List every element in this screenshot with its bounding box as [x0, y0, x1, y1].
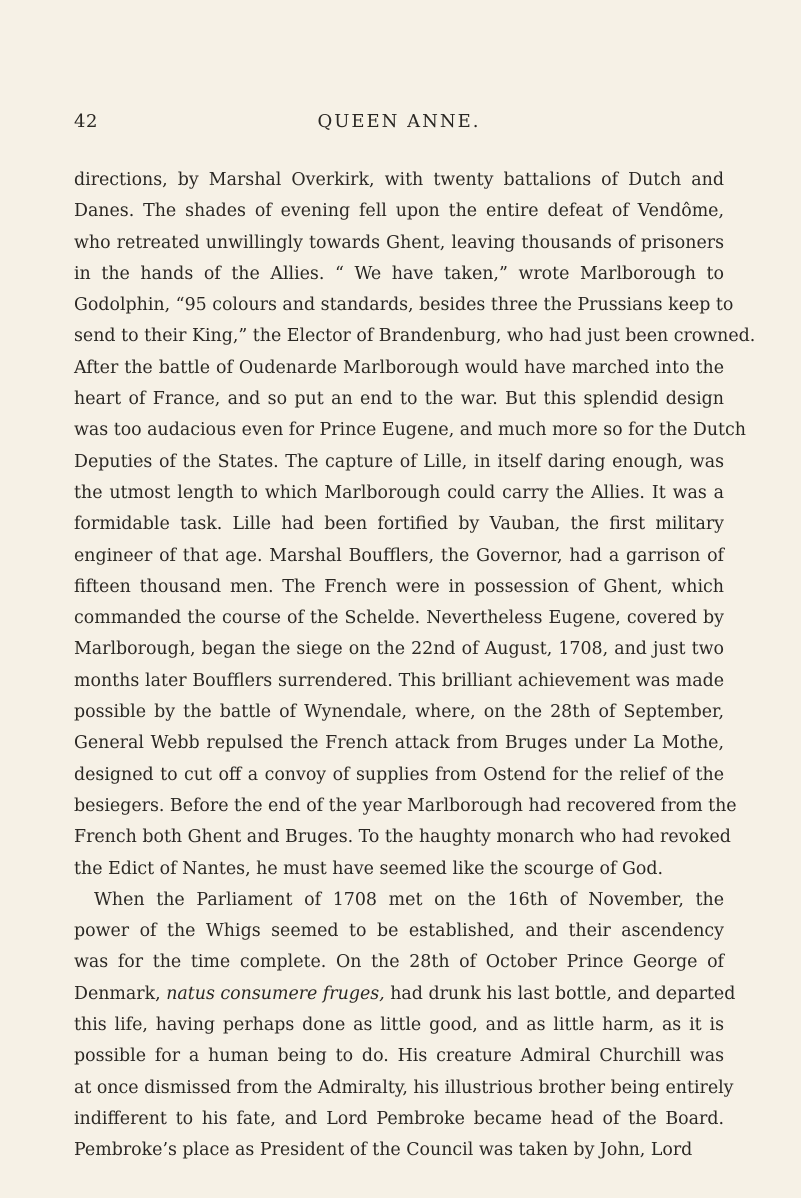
line-text-before: Denmark, [74, 983, 167, 1004]
text-line: was too audacious even for Prince Eugene, and much more so for the Dutch [74, 420, 746, 441]
text-line: indifferent to his fate, and Lord Pembroke became head of the Board. [74, 1108, 724, 1129]
text-line: besiegers. Before the end of the year Marlborough had recovered from the [74, 795, 737, 816]
body-text [74, 165, 756, 1167]
running-title: QUEEN ANNE. [317, 111, 481, 132]
text-line: heart of France, and so put an end to the war. But this splendid design [74, 389, 724, 410]
page-number: 42 [74, 111, 98, 132]
text-line: months later Boufflers surrendered. This brilliant achievement was made [74, 670, 724, 691]
text-line: at once dismissed from the Admiralty, his illustrious brother being entirely [74, 1077, 734, 1098]
text-line: possible for a human being to do. His creature Admiral Churchill was [74, 1046, 724, 1067]
text-line: Deputies of the States. The capture of Lille, in itself daring enough, was [74, 451, 724, 472]
page-header [74, 111, 724, 137]
text-line: When the Parliament of 1708 met on the 16th of November, the [94, 889, 724, 910]
text-line: commanded the course of the Schelde. Nevertheless Eugene, covered by [74, 608, 724, 629]
line-text-after: had drunk his last bottle, and departed [384, 983, 736, 1004]
text-line: Pembroke’s place as President of the Council was taken by John, Lord [74, 1140, 693, 1161]
text-line: possible by the battle of Wynendale, where, on the 28th of September, [74, 702, 724, 723]
text-line: After the battle of Oudenarde Marlborough would have marched into the [74, 357, 724, 378]
text-line: send to their King,” the Elector of Brandenburg, who had just been crowned. [74, 326, 756, 347]
text-line: designed to cut off a convoy of supplies from Ostend for the relief of the [74, 764, 724, 785]
text-line: in the hands of the Allies. “ We have taken,” wrote Marlborough to [74, 263, 724, 284]
text-line: was for the time complete. On the 28th of October Prince George of [74, 952, 724, 973]
italic-latin-phrase: natus consumere fruges, [166, 983, 385, 1004]
text-line: formidable task. Lille had been fortified by Vauban, the first military [74, 514, 724, 535]
text-line: directions, by Marshal Overkirk, with twenty battalions of Dutch and [74, 170, 724, 190]
text-line: this life, having perhaps done as little good, and as little harm, as it is [74, 1015, 724, 1036]
text-line-with-italic [74, 979, 736, 1010]
text-line: power of the Whigs seemed to be established, and their ascendency [74, 921, 724, 942]
text-line: who retreated unwillingly towards Ghent, leaving thousands of prisoners [74, 232, 724, 253]
text-line: the Edict of Nantes, he must have seemed like the scourge of God. [74, 858, 663, 879]
text-line: engineer of that age. Marshal Boufflers, the Governor, had a garrison of [74, 545, 724, 566]
text-line: fifteen thousand men. The French were in possession of Ghent, which [74, 576, 724, 597]
text-line: General Webb repulsed the French attack from Bruges under La Mothe, [74, 733, 724, 754]
text-line: the utmost length to which Marlborough could carry the Allies. It was a [74, 482, 724, 503]
text-line: French both Ghent and Bruges. To the haughty monarch who had revoked [74, 827, 731, 848]
text-line: Marlborough, began the siege on the 22nd of August, 1708, and just two [74, 639, 724, 660]
text-line: Godolphin, “95 colours and standards, besides three the Prussians keep to [74, 295, 734, 316]
text-line: Danes. The shades of evening fell upon the entire defeat of Vendôme, [74, 201, 724, 222]
